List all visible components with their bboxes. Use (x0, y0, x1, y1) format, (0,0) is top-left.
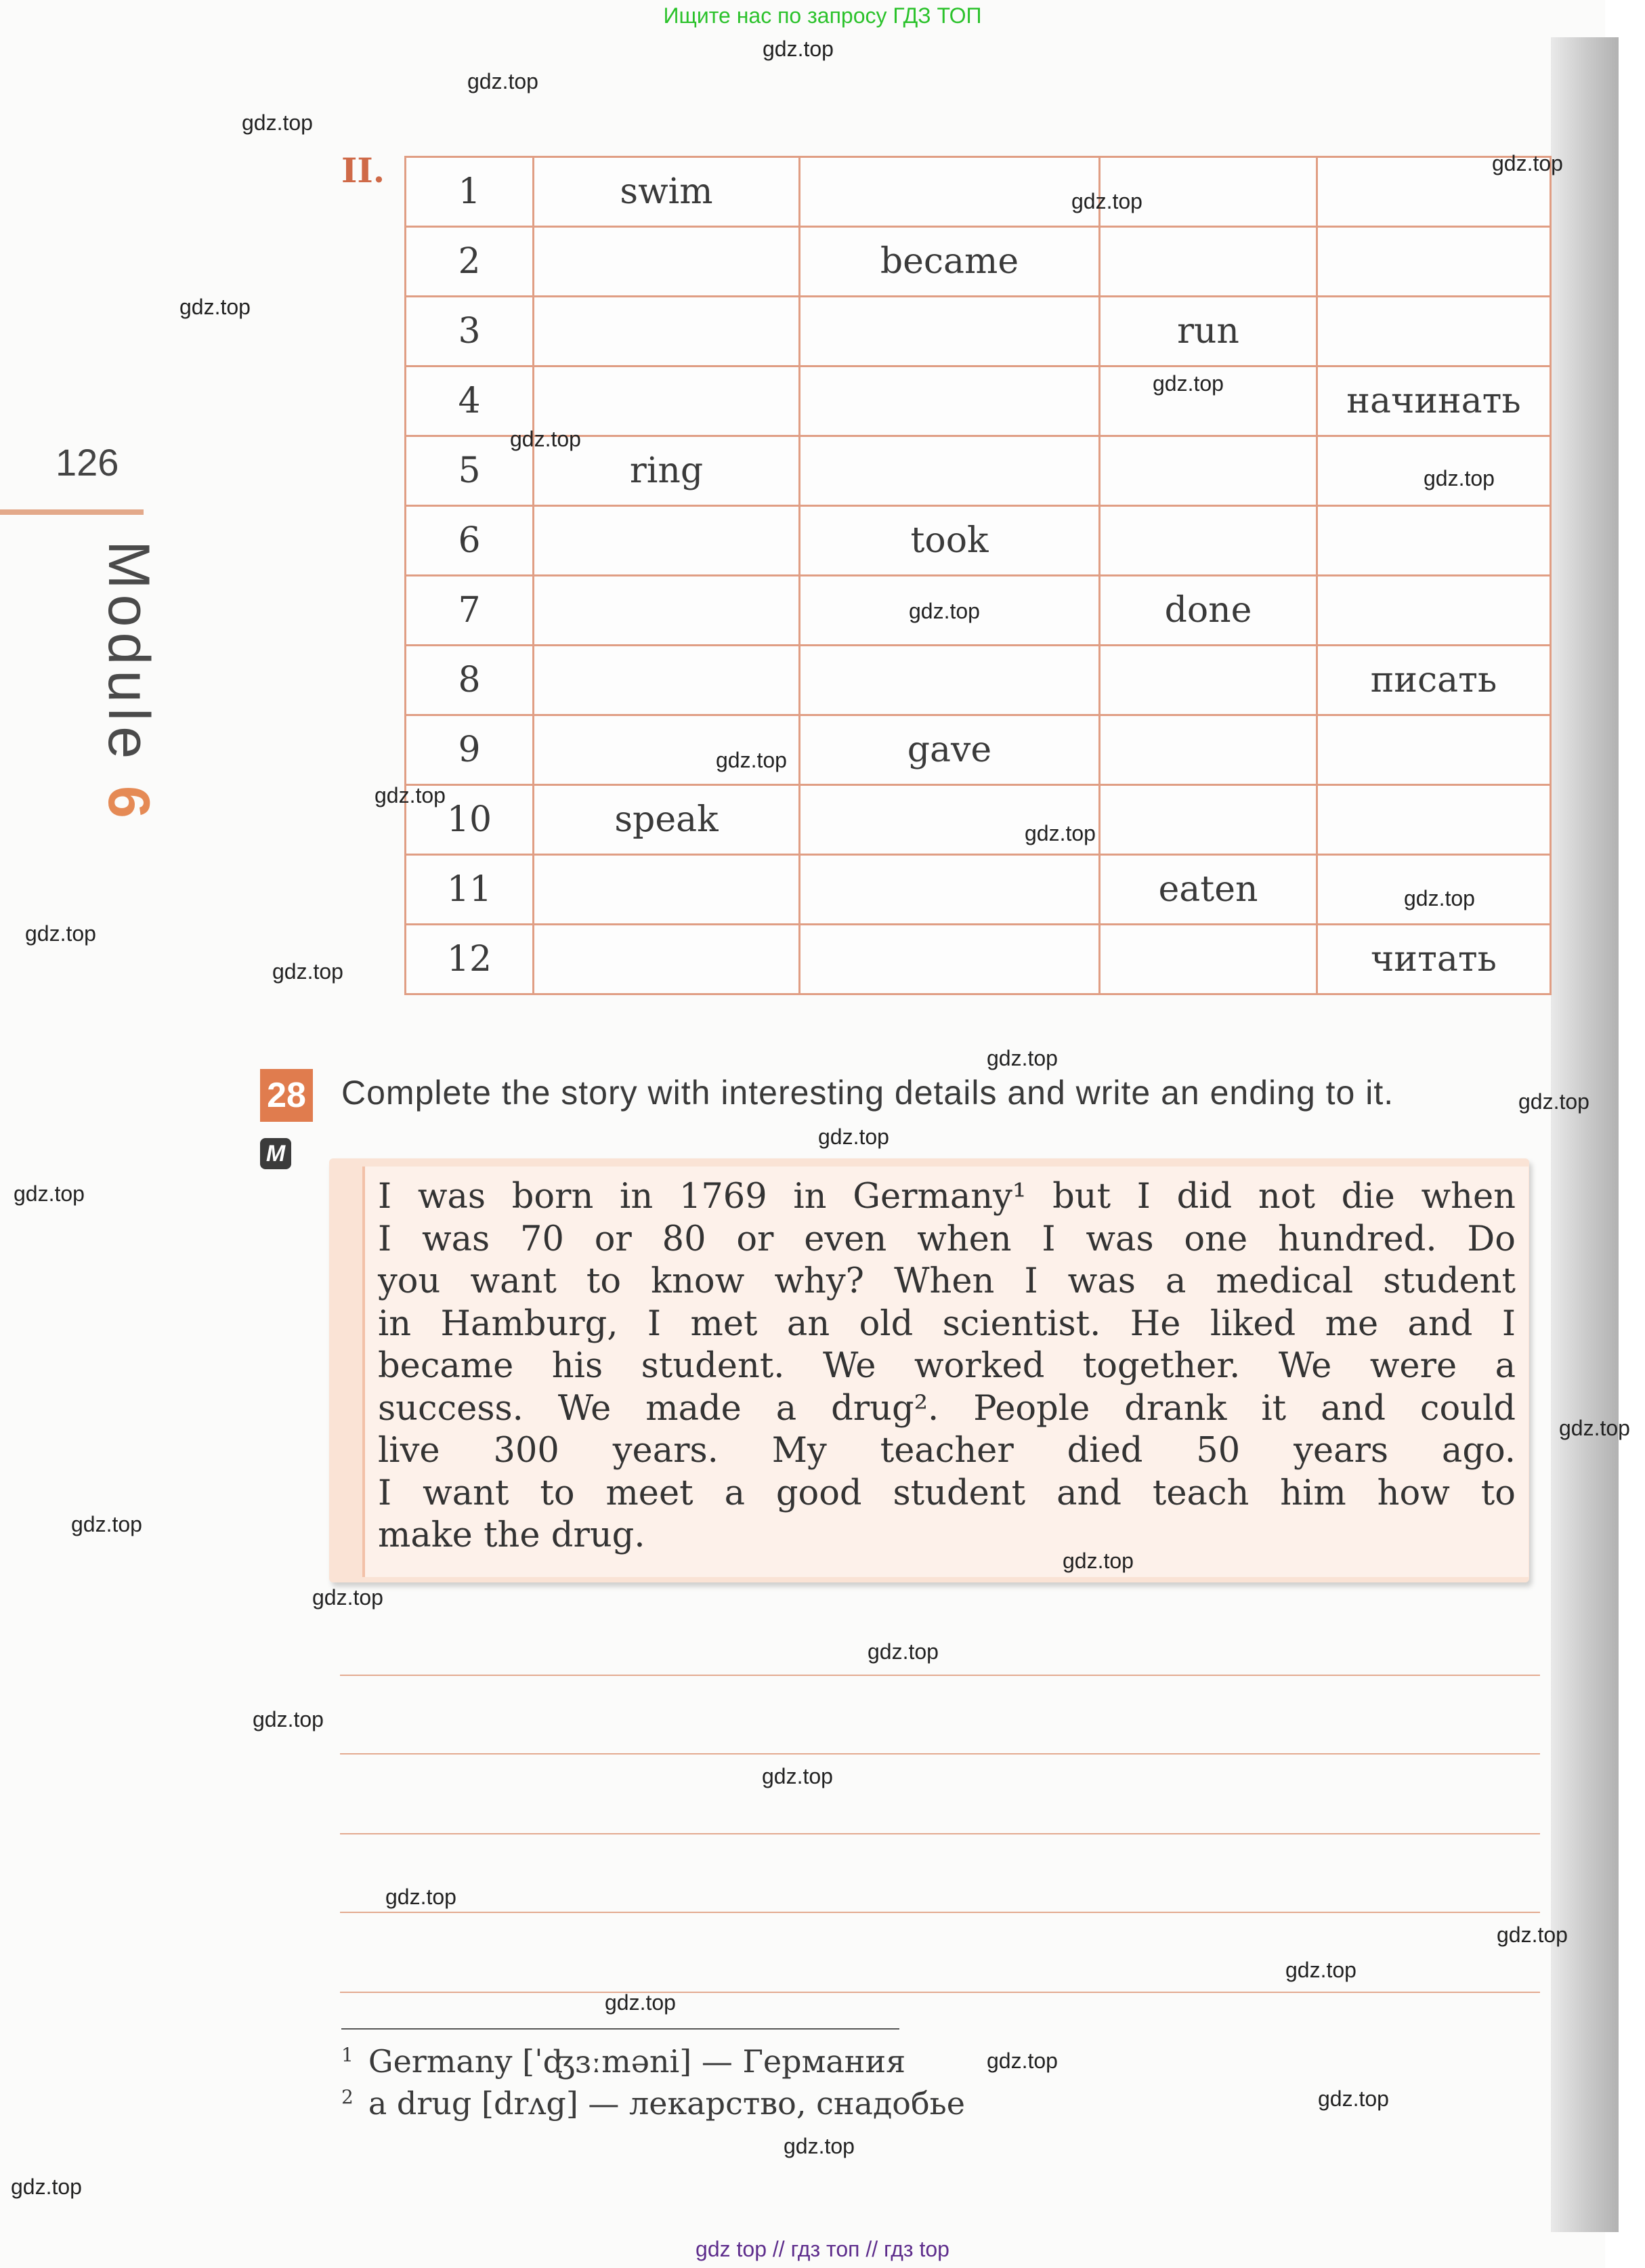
form-cell[interactable] (534, 646, 800, 715)
form-cell[interactable]: писать (1317, 646, 1551, 715)
story-line: live 300 years. My teacher died 50 years ago. (378, 1431, 1516, 1471)
form-cell[interactable] (1317, 576, 1551, 646)
watermark: gdz.top (385, 1885, 456, 1909)
table-row (406, 715, 1551, 785)
module-label (95, 541, 162, 824)
footnote (341, 2085, 965, 2122)
watermark: gdz.top (1404, 886, 1475, 910)
form-cell[interactable]: eaten (1100, 855, 1317, 925)
form-cell[interactable]: done (1100, 576, 1317, 646)
side-divider (0, 509, 144, 515)
watermark: gdz.top (1559, 1416, 1630, 1440)
form-cell[interactable] (1100, 715, 1317, 785)
row-number-cell: 1 (406, 157, 534, 227)
story-line: make the drug. (378, 1515, 645, 1555)
form-cell[interactable] (534, 297, 800, 366)
watermark: gdz.top (1285, 1958, 1356, 1982)
watermark: gdz.top (272, 959, 343, 984)
watermark: gdz.top (25, 921, 96, 946)
story-text (378, 1176, 1516, 1557)
form-cell[interactable]: gave (800, 715, 1100, 785)
form-cell[interactable] (800, 646, 1100, 715)
watermark: gdz.top (716, 748, 787, 772)
row-number-cell: 9 (406, 715, 534, 785)
watermark: gdz.top (987, 2049, 1058, 2073)
form-cell[interactable] (1317, 715, 1551, 785)
module-word: Module (96, 541, 161, 765)
story-line: I was 70 or 80 or even when I was one hundred. Do (378, 1219, 1516, 1259)
story-line: you want to know why? When I was a medical student (378, 1261, 1516, 1301)
watermark: gdz.top (1063, 1549, 1134, 1573)
form-cell[interactable] (1317, 506, 1551, 576)
watermark: gdz.top (11, 2175, 82, 2199)
watermark: gdz.top (312, 1585, 383, 1610)
watermark: gdz.top (242, 110, 313, 135)
form-cell[interactable] (1100, 227, 1317, 297)
header-banner[interactable]: Ищите нас по запросу ГДЗ ТОП (663, 3, 982, 28)
form-cell[interactable]: начинать (1317, 366, 1551, 436)
story-line: I want to meet a good student and teach him how to (378, 1473, 1516, 1513)
story-line: success. We made a drug². People drank it and could (378, 1388, 1516, 1429)
form-cell[interactable] (534, 855, 800, 925)
answer-line[interactable] (340, 1675, 1540, 1676)
watermark: gdz.top (1518, 1089, 1589, 1114)
row-number-cell: 8 (406, 646, 534, 715)
watermark: gdz.top (71, 1512, 142, 1536)
book-spine-edge (1551, 37, 1619, 2232)
watermark: gdz.top (762, 1764, 833, 1788)
form-cell[interactable] (534, 506, 800, 576)
form-cell[interactable] (1317, 227, 1551, 297)
table-row (406, 506, 1551, 576)
story-line: I was born in 1769 in Germany¹ but I did not die when (378, 1177, 1516, 1217)
watermark: gdz.top (1318, 2086, 1389, 2111)
row-number-cell: 6 (406, 506, 534, 576)
exercise-number-badge: 28 (260, 1069, 313, 1122)
form-cell[interactable] (1100, 436, 1317, 506)
form-cell[interactable]: swim (534, 157, 800, 227)
form-cell[interactable] (800, 297, 1100, 366)
table-row (406, 855, 1551, 925)
form-cell[interactable]: ring (534, 436, 800, 506)
row-number-cell: 10 (406, 785, 534, 855)
footnote-text: a drug [drʌg] — лекарство, снадобье (368, 2085, 965, 2122)
row-number-cell: 2 (406, 227, 534, 297)
form-cell[interactable] (534, 576, 800, 646)
form-cell[interactable]: speak (534, 785, 800, 855)
module-number: 6 (96, 785, 161, 824)
footer-banner[interactable]: gdz top // гдз топ // гдз top (696, 2237, 949, 2261)
footnote-mark: 2 (341, 2085, 354, 2108)
table-row (406, 227, 1551, 297)
form-cell[interactable]: took (800, 506, 1100, 576)
table-row (406, 157, 1551, 227)
row-number-cell: 4 (406, 366, 534, 436)
table-row (406, 785, 1551, 855)
watermark: gdz.top (467, 69, 538, 93)
verb-forms-table (404, 156, 1552, 995)
watermark: gdz.top (1025, 821, 1096, 845)
watermark: gdz.top (605, 1990, 676, 2015)
footnote-mark: 1 (341, 2043, 354, 2066)
exercise-instruction: Complete the story with interesting details and write an ending to it. (341, 1074, 1394, 1112)
footnote-divider (341, 2028, 899, 2030)
watermark: gdz.top (868, 1639, 939, 1664)
story-line: in Hamburg, I met an old scientist. He liked me and I (378, 1303, 1516, 1344)
answer-line[interactable] (340, 1833, 1540, 1834)
watermark: gdz.top (1492, 151, 1563, 175)
page-number: 126 (56, 441, 119, 484)
table-row (406, 297, 1551, 366)
watermark: gdz.top (987, 1046, 1058, 1070)
answer-line[interactable] (340, 1912, 1540, 1913)
form-cell[interactable]: run (1100, 297, 1317, 366)
form-cell[interactable] (1100, 646, 1317, 715)
watermark: gdz.top (253, 1707, 324, 1731)
form-cell[interactable]: became (800, 227, 1100, 297)
form-cell[interactable] (1100, 925, 1317, 994)
watermark: gdz.top (784, 2134, 855, 2158)
form-cell[interactable] (534, 366, 800, 436)
form-cell[interactable] (800, 157, 1100, 227)
answer-line[interactable] (340, 1753, 1540, 1755)
table-row (406, 366, 1551, 436)
footnote-text: Germany [ˈʤɜːməni] — Германия (368, 2043, 906, 2080)
row-number-cell: 7 (406, 576, 534, 646)
form-cell[interactable] (1317, 297, 1551, 366)
form-cell[interactable] (534, 925, 800, 994)
exercise-m-icon: M (260, 1138, 291, 1169)
row-number-cell: 12 (406, 925, 534, 994)
table-row (406, 646, 1551, 715)
watermark: gdz.top (14, 1181, 85, 1206)
watermark: gdz.top (1497, 1923, 1568, 1947)
form-cell[interactable] (800, 436, 1100, 506)
watermark: gdz.top (1153, 371, 1224, 396)
watermark: gdz.top (375, 783, 446, 807)
row-number-cell: 3 (406, 297, 534, 366)
table-row (406, 925, 1551, 994)
form-cell[interactable] (1100, 506, 1317, 576)
row-number-cell: 11 (406, 855, 534, 925)
form-cell[interactable] (534, 227, 800, 297)
watermark: gdz.top (1071, 189, 1142, 213)
form-cell[interactable] (800, 925, 1100, 994)
form-cell[interactable] (800, 855, 1100, 925)
section-mark: II. (341, 150, 385, 190)
form-cell[interactable] (1317, 785, 1551, 855)
watermark: gdz.top (763, 37, 834, 61)
watermark: gdz.top (909, 599, 980, 623)
watermark: gdz.top (1424, 466, 1495, 490)
form-cell[interactable] (1100, 785, 1317, 855)
answer-line[interactable] (340, 1992, 1540, 1993)
form-cell[interactable]: читать (1317, 925, 1551, 994)
watermark: gdz.top (818, 1125, 889, 1149)
footnote (341, 2043, 905, 2080)
watermark: gdz.top (179, 295, 251, 319)
row-number-cell: 5 (406, 436, 534, 506)
story-line: became his student. We worked together. We were a (378, 1346, 1516, 1386)
watermark: gdz.top (510, 427, 581, 451)
form-cell[interactable] (800, 366, 1100, 436)
